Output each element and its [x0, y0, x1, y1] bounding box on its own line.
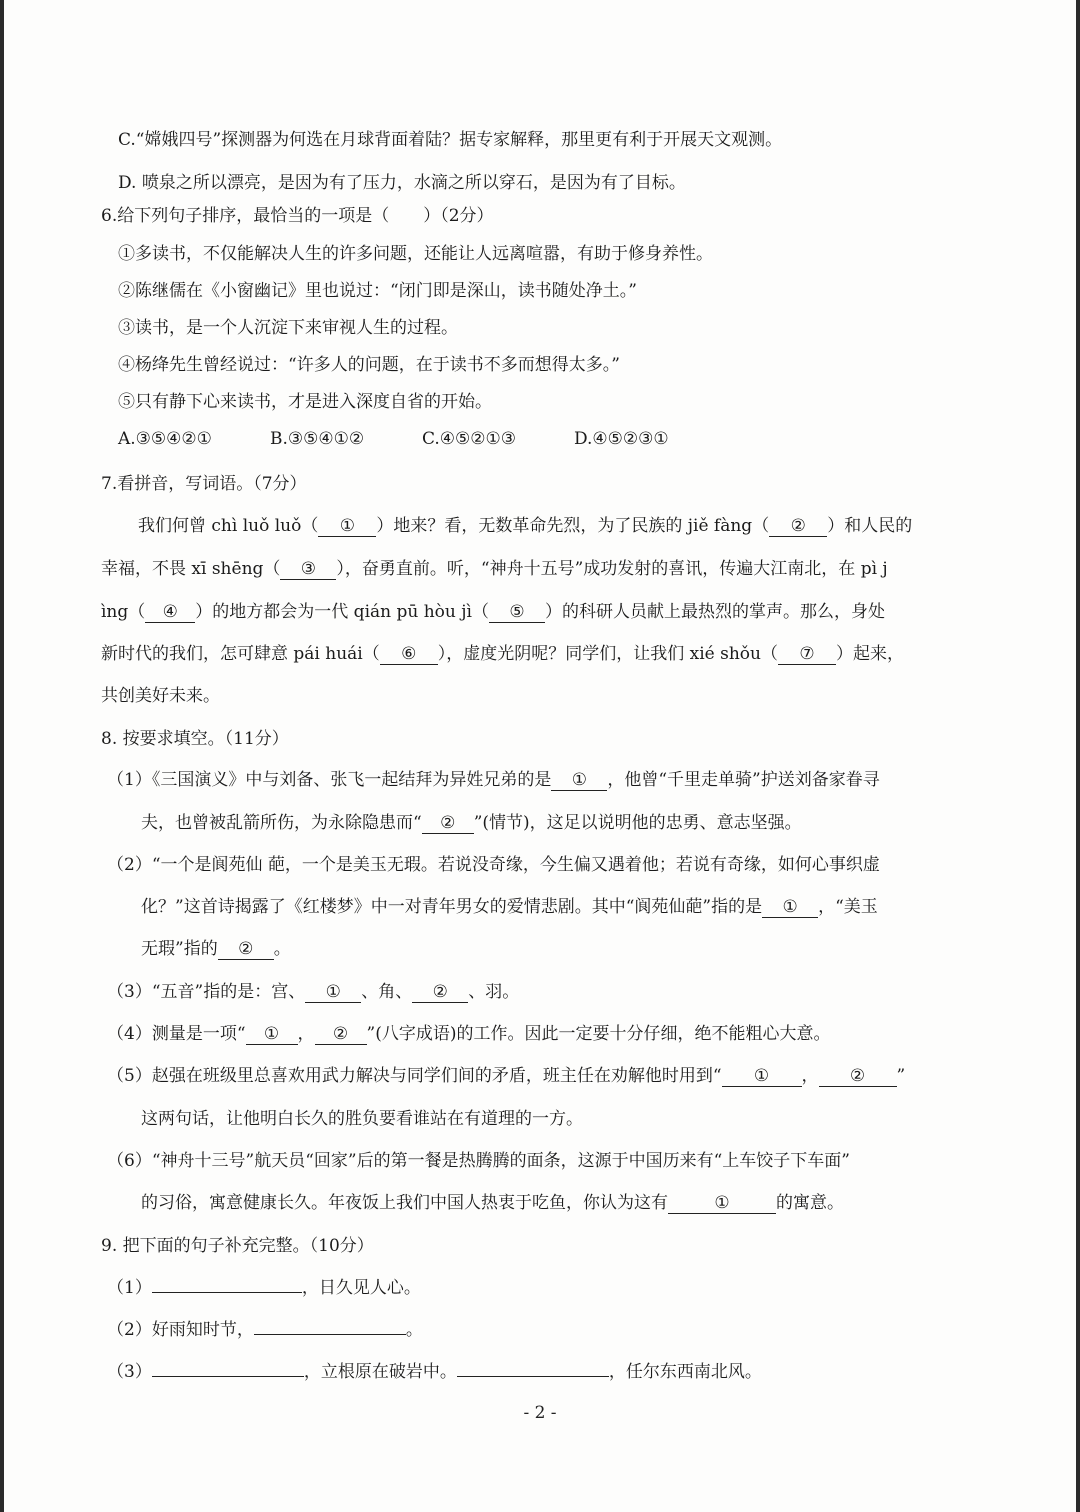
q8-5-blank-1[interactable]: ①: [722, 1066, 802, 1087]
q8-3-blank-2[interactable]: ②: [412, 982, 468, 1003]
q8-1-blank-1[interactable]: ①: [551, 770, 607, 791]
q8-6-blank-1[interactable]: ①: [668, 1193, 776, 1214]
blank-6[interactable]: ⑥: [380, 644, 438, 665]
q6-sentence-5: ⑤只有静下心来读书，才是进入深度自省的开始。: [118, 392, 492, 412]
q6-sentence-3: ③读书，是一个人沉淀下来审视人生的过程。: [118, 318, 458, 338]
q9-1-blank[interactable]: [152, 1292, 302, 1293]
q6-sentence-4: ④杨绛先生曾经说过：“许多人的问题，在于读书不多而想得太多。”: [118, 355, 620, 375]
q6-option-b: B.③⑤④①②: [270, 429, 365, 449]
q9-3-blank-1[interactable]: [152, 1376, 304, 1377]
q8-part-5-line-1: （5）赵强在班级里总喜欢用武力解决与同学们间的矛盾，班主任在劝解他时用到“ ① ， ② ”: [107, 1066, 906, 1086]
blank-7[interactable]: ⑦: [778, 644, 836, 665]
q8-2-blank-2[interactable]: ②: [218, 939, 274, 960]
exam-page: [4, 0, 1076, 1512]
q8-part-1-line-2: 夫，也曾被乱箭所伤，为永除隐患而“ ② ”(情节)，这足以说明他的忠勇、意志坚强。: [141, 813, 802, 833]
q8-part-2-line-2: 化？”这首诗揭露了《红楼梦》中一对青年男女的爱情悲剧。其中“阆苑仙葩”指的是 ① ，“美玉: [141, 897, 878, 917]
q5-option-d: D. 喷泉之所以漂亮，是因为有了压力，水滴之所以穿石，是因为有了目标。: [118, 173, 686, 193]
page-number: - 2 -: [523, 1403, 557, 1423]
q7-line-3: ìng（ ④ ）的地方都会为一代 qián pū hòu jì（ ⑤ ）的科研人员献上最热烈的掌声。那么，身处: [101, 602, 885, 622]
q9-3-blank-2[interactable]: [457, 1376, 609, 1377]
q8-part-3: （3）“五音”指的是：宫、 ① 、角、 ② 、羽。: [107, 982, 520, 1002]
q9-part-2: （2）好雨知时节， 。: [107, 1320, 423, 1340]
q8-4-blank-1[interactable]: ①: [246, 1024, 298, 1045]
q8-2-blank-1[interactable]: ①: [762, 897, 818, 918]
q8-part-2-line-1: （2）“一个是阆苑仙 葩，一个是美玉无瑕。若说没奇缘，今生偏又遇着他；若说有奇缘，如何心事织虚: [107, 855, 880, 875]
q6-sentence-1: ①多读书，不仅能解决人生的许多问题，还能让人远离喧嚣，有助于修身养性。: [118, 244, 713, 264]
q7-line-5: 共创美好未来。: [101, 686, 220, 706]
blank-4[interactable]: ④: [145, 602, 195, 623]
blank-3[interactable]: ③: [280, 559, 336, 580]
q6-option-a: A.③⑤④②①: [118, 429, 212, 449]
q7-line-4: 新时代的我们，怎可肆意 pái huái（ ⑥ ），虚度光阴呢？同学们，让我们 xié shǒu（ ⑦ ）起来，: [101, 644, 904, 664]
q8-part-5-line-2: 这两句话，让他明白长久的胜负要看谁站在有道理的一方。: [141, 1109, 583, 1129]
blank-1[interactable]: ①: [318, 516, 376, 537]
q6-title: 6.给下列句子排序，最恰当的一项是（ ）（2分）: [101, 206, 494, 226]
q8-3-blank-1[interactable]: ①: [305, 982, 361, 1003]
right-edge: [1076, 0, 1080, 1512]
q9-2-blank[interactable]: [254, 1334, 406, 1335]
q6-option-c: C.④⑤②①③: [422, 429, 517, 449]
q9-title: 9. 把下面的句子补充完整。（10分）: [101, 1236, 374, 1256]
q5-option-c: C.“嫦娥四号”探测器为何选在月球背面着陆？据专家解释，那里更有利于开展天文观测。: [118, 130, 783, 150]
q8-part-1-line-1: （1）《三国演义》中与刘备、张飞一起结拜为异姓兄弟的是 ① ，他曾“千里走单骑”护送刘备家眷寻: [107, 770, 880, 790]
q9-part-1: （1） ，日久见人心。: [107, 1278, 421, 1298]
q8-part-2-line-3: 无瑕”指的 ② 。: [141, 939, 291, 959]
q8-5-blank-2[interactable]: ②: [819, 1066, 897, 1087]
q8-1-blank-2[interactable]: ②: [422, 813, 474, 834]
blank-2[interactable]: ②: [769, 516, 827, 537]
q8-part-6-line-1: （6）“神舟十三号”航天员“回家”后的第一餐是热腾腾的面条，这源于中国历来有“上车饺子下车面”: [107, 1151, 850, 1171]
q8-part-6-line-2: 的习俗，寓意健康长久。年夜饭上我们中国人热衷于吃鱼，你认为这有 ① 的寓意。: [141, 1193, 844, 1213]
q7-title: 7.看拼音，写词语。（7分）: [101, 474, 307, 494]
q7-line-1: 我们何曾 chì luǒ luǒ（ ① ）地来？看，无数革命先烈，为了民族的 jiě fàng（ ② ）和人民的: [138, 516, 913, 536]
blank-5[interactable]: ⑤: [489, 602, 545, 623]
q6-sentence-2: ②陈继儒在《小窗幽记》里也说过：“闭门即是深山，读书随处净土。”: [118, 281, 637, 301]
q8-4-blank-2[interactable]: ②: [315, 1024, 367, 1045]
q6-option-d: D.④⑤②③①: [574, 429, 669, 449]
q9-part-3: （3） ，立根原在破岩中。 ，任尔东西南北风。: [107, 1362, 762, 1382]
q8-part-4: （4）测量是一项“ ① ， ② ”(八字成语)的工作。因此一定要十分仔细，绝不能粗心大意。: [107, 1024, 831, 1044]
q7-line-2: 幸福，不畏 xī shēng（ ③ ），奋勇直前。听，“神舟十五号”成功发射的喜讯，传遍大江南北，在 pì j: [101, 559, 888, 579]
q8-title: 8. 按要求填空。（11分）: [101, 729, 289, 749]
